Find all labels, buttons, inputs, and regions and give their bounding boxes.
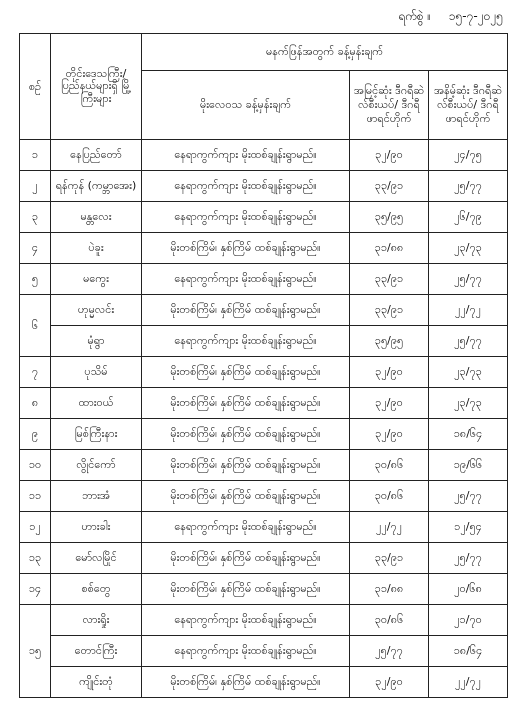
row-serial: ၁၄: [20, 574, 51, 605]
table-row: [20, 264, 508, 295]
row-serial: ၆: [20, 295, 51, 357]
row-weather: နေရာကွက်ကျား မိုးထစ်ချုန်းရွာမည်။: [142, 605, 350, 636]
row-weather: မိုးတစ်ကြိမ်၊ နှစ်ကြိမ် ထစ်ချုန်းရွာမည်။: [142, 295, 350, 326]
table-row: [20, 357, 508, 388]
row-weather: မိုးတစ်ကြိမ်၊ နှစ်ကြိမ် ထစ်ချုန်းရွာမည်။: [142, 419, 350, 450]
row-weather: မိုးတစ်ကြိမ်၊ နှစ်ကြိမ် ထစ်ချုန်းရွာမည်။: [142, 574, 350, 605]
header-forecast-group: မနက်ဖြန်အတွက် ခန့်မှန်းချက်: [142, 34, 508, 71]
row-city: ရန်ကုန် (ကမ္ဘာအေး): [51, 171, 142, 202]
row-city: ပုသိမ်: [51, 357, 142, 388]
table-row: [20, 667, 508, 698]
row-serial: ၇: [20, 357, 51, 388]
row-weather: နေရာကွက်ကျား မိုးထစ်ချုန်းရွာမည်။: [142, 140, 350, 171]
table-row: [20, 636, 508, 667]
row-serial: ၉: [20, 419, 51, 450]
row-min-temp: ၂၆/၇၉: [429, 202, 508, 233]
row-min-temp: ၂၅/၇၇: [429, 171, 508, 202]
row-serial: ၂: [20, 171, 51, 202]
row-city: ပဲခူး: [51, 233, 142, 264]
row-serial: ၁: [20, 140, 51, 171]
row-min-temp: ၁၉/၆၆: [429, 450, 508, 481]
row-serial: ၁၁: [20, 481, 51, 512]
row-city: တောင်ကြီး: [51, 636, 142, 667]
row-min-temp: ၂၄/၇၅: [429, 140, 508, 171]
row-max-temp: ၃၂/၉၀: [350, 357, 429, 388]
table-row: [20, 326, 508, 357]
row-min-temp: ၂၅/၇၇: [429, 481, 508, 512]
row-max-temp: ၃၂/၉၀: [350, 667, 429, 698]
row-weather: နေရာကွက်ကျား မိုးထစ်ချုန်းရွာမည်။: [142, 636, 350, 667]
header-weather: မိုးလေဝသ ခန့်မှန်းချက်: [142, 71, 350, 140]
row-max-temp: ၃၁/၈၈: [350, 233, 429, 264]
date-value: ၁၅-၇-၂၀၂၅: [448, 9, 503, 23]
row-city: မကွေး: [51, 264, 142, 295]
header-max-temp: အမြင့်ဆုံး ဒီဂရီဆဲလ်စီးယပ်/ ဒီဂရီဖာရင်ဟိုက်: [350, 71, 429, 140]
table-row: [20, 233, 508, 264]
row-min-temp: ၂၁/၇၀: [429, 605, 508, 636]
row-weather: နေရာကွက်ကျား မိုးထစ်ချုန်းရွာမည်။: [142, 512, 350, 543]
row-serial: ၁၂: [20, 512, 51, 543]
row-city: ထားဝယ်: [51, 388, 142, 419]
row-serial: ၃: [20, 202, 51, 233]
row-serial: ၈: [20, 388, 51, 419]
row-max-temp: ၃၀/၈၆: [350, 450, 429, 481]
row-max-temp: ၃၃/၉၁: [350, 295, 429, 326]
table-row: [20, 295, 508, 326]
row-min-temp: ၂၅/၇၇: [429, 326, 508, 357]
row-weather: မိုးတစ်ကြိမ်၊ နှစ်ကြိမ် ထစ်ချုန်းရွာမည်။: [142, 667, 350, 698]
row-city: ဟုမ္မလင်း: [51, 295, 142, 326]
row-weather: နေရာကွက်ကျား မိုးထစ်ချုန်းရွာမည်။: [142, 171, 350, 202]
row-weather: နေရာကွက်ကျား မိုးထစ်ချုန်းရွာမည်။: [142, 326, 350, 357]
table-row: [20, 202, 508, 233]
row-city: ဟားခါး: [51, 512, 142, 543]
row-city: စစ်တွေ: [51, 574, 142, 605]
row-weather: မိုးတစ်ကြိမ်၊ နှစ်ကြိမ် ထစ်ချုန်းရွာမည်။: [142, 481, 350, 512]
row-weather: မိုးတစ်ကြိမ်၊ နှစ်ကြိမ် ထစ်ချုန်းရွာမည်။: [142, 543, 350, 574]
row-min-temp: ၁၈/၆၄: [429, 419, 508, 450]
row-city: မုံရွာ: [51, 326, 142, 357]
row-weather: နေရာကွက်ကျား မိုးထစ်ချုန်းရွာမည်။: [142, 202, 350, 233]
row-max-temp: ၃၂/၉၀: [350, 419, 429, 450]
table-row: [20, 605, 508, 636]
header-serial: စဉ်: [20, 34, 51, 140]
row-min-temp: ၂၃/၇၃: [429, 233, 508, 264]
row-serial: ၁၀: [20, 450, 51, 481]
row-min-temp: ၂၅/၇၇: [429, 543, 508, 574]
row-weather: မိုးတစ်ကြိမ်၊ နှစ်ကြိမ် ထစ်ချုန်းရွာမည်။: [142, 357, 350, 388]
row-weather: မိုးတစ်ကြိမ်၊ နှစ်ကြိမ် ထစ်ချုန်းရွာမည်။: [142, 450, 350, 481]
table-row: [20, 574, 508, 605]
table-row: [20, 171, 508, 202]
row-max-temp: ၃၀/၈၆: [350, 481, 429, 512]
row-max-temp: ၂၂/၇၂: [350, 512, 429, 543]
row-city: ဘားအံ: [51, 481, 142, 512]
table-row: [20, 419, 508, 450]
table-row: [20, 481, 508, 512]
row-serial: ၁၅: [20, 605, 51, 698]
row-min-temp: ၂၃/၇၃: [429, 357, 508, 388]
row-min-temp: ၂၅/၇၇: [429, 264, 508, 295]
table-row: [20, 388, 508, 419]
row-min-temp: ၂၃/၇၃: [429, 388, 508, 419]
row-weather: မိုးတစ်ကြိမ်၊ နှစ်ကြိမ် ထစ်ချုန်းရွာမည်။: [142, 388, 350, 419]
row-max-temp: ၃၂/၉၀: [350, 388, 429, 419]
table-row: [20, 543, 508, 574]
row-weather: နေရာကွက်ကျား မိုးထစ်ချုန်းရွာမည်။: [142, 264, 350, 295]
row-serial: ၅: [20, 264, 51, 295]
table-row: [20, 450, 508, 481]
row-serial: ၄: [20, 233, 51, 264]
row-weather: မိုးတစ်ကြိမ်၊ နှစ်ကြိမ် ထစ်ချုန်းရွာမည်။: [142, 233, 350, 264]
row-serial: ၁၃: [20, 543, 51, 574]
row-min-temp: ၁၂/၅၄: [429, 512, 508, 543]
table-row: [20, 512, 508, 543]
row-city: မြစ်ကြီးနား: [51, 419, 142, 450]
weather-forecast-table: [19, 33, 508, 698]
row-max-temp: ၃၀/၈၆: [350, 605, 429, 636]
row-min-temp: ၂၂/၇၂: [429, 295, 508, 326]
row-max-temp: ၃၃/၉၁: [350, 264, 429, 295]
row-city: ကျိုင်းတုံ: [51, 667, 142, 698]
table-row: [20, 140, 508, 171]
row-max-temp: ၃၃/၉၁: [350, 171, 429, 202]
header-min-temp: အနိမ့်ဆုံး ဒီဂရီဆဲလ်စီးယပ်/ ဒီဂရီဖာရင်ဟိုက်: [429, 71, 508, 140]
document-date: [398, 8, 503, 26]
row-city: မန္တလေး: [51, 202, 142, 233]
row-max-temp: ၂၅/၇၇: [350, 636, 429, 667]
row-min-temp: ၂၀/၆၈: [429, 574, 508, 605]
date-label: ရက်စွဲ ။: [398, 9, 431, 23]
header-region: တိုင်းဒေသကြီး/ ပြည်နယ်များရှိ မြို့ကြီးများ: [51, 34, 142, 140]
row-max-temp: ၃၁/၈၈: [350, 574, 429, 605]
row-min-temp: ၂၂/၇၂: [429, 667, 508, 698]
row-city: လွိုင်ကော်: [51, 450, 142, 481]
row-min-temp: ၁၈/၆၄: [429, 636, 508, 667]
row-max-temp: ၃၅/၉၅: [350, 202, 429, 233]
row-max-temp: ၃၃/၉၁: [350, 543, 429, 574]
row-max-temp: ၃၅/၉၅: [350, 326, 429, 357]
row-max-temp: ၃၂/၉၀: [350, 140, 429, 171]
row-city: မော်လမြိုင်: [51, 543, 142, 574]
row-city: နေပြည်တော်: [51, 140, 142, 171]
row-city: လားရှိုး: [51, 605, 142, 636]
